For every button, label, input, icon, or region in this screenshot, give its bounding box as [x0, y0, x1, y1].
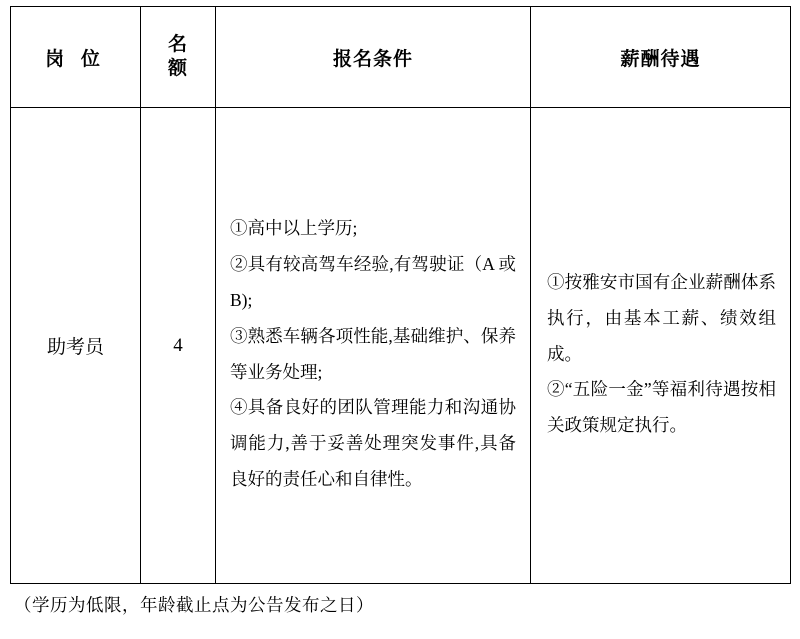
condition-item: ③熟悉车辆各项性能,基础维护、保养等业务处理;: [230, 325, 516, 382]
table-body: [11, 108, 791, 584]
cell-quota: 4: [141, 108, 216, 584]
conditions-list: [216, 193, 530, 498]
column-header-conditions: [216, 7, 531, 108]
column-header-quota: [141, 7, 216, 108]
column-header-salary: [531, 7, 791, 108]
salary-item: ②“五险一金”等福利待遇按相关政策规定执行。: [547, 379, 776, 436]
table-header: [11, 7, 791, 108]
table-header-row: [11, 7, 791, 108]
condition-item: ④具备良好的团队管理能力和沟通协调能力,善于妥善处理突发事件,具备良好的责任心和自律性。: [230, 397, 516, 490]
column-header-post-label: 岗 位: [45, 48, 106, 70]
table-footnote: （学历为低限，年龄截止点为公告发布之日）: [14, 595, 374, 615]
condition-item: ②具有较高驾车经验,有驾驶证（A 或 B);: [230, 253, 516, 310]
column-header-quota-label-line1: 名: [167, 34, 188, 56]
salary-item: ①按雅安市国有企业薪酬体系执行，由基本工薪、绩效组成。: [547, 271, 776, 364]
salary-list: [531, 247, 790, 444]
table-row: [11, 108, 791, 584]
cell-conditions: [216, 108, 531, 584]
column-header-post: [11, 7, 141, 108]
cell-post: 助考员: [11, 108, 141, 584]
cell-salary: [531, 108, 791, 584]
column-header-conditions-label: 报名条件: [332, 48, 413, 70]
job-recruitment-table: [10, 6, 791, 584]
condition-item: ①高中以上学历;: [230, 218, 358, 238]
column-header-quota-label-line2: 额: [167, 58, 188, 79]
column-header-salary-label: 薪酬待遇: [620, 48, 701, 70]
